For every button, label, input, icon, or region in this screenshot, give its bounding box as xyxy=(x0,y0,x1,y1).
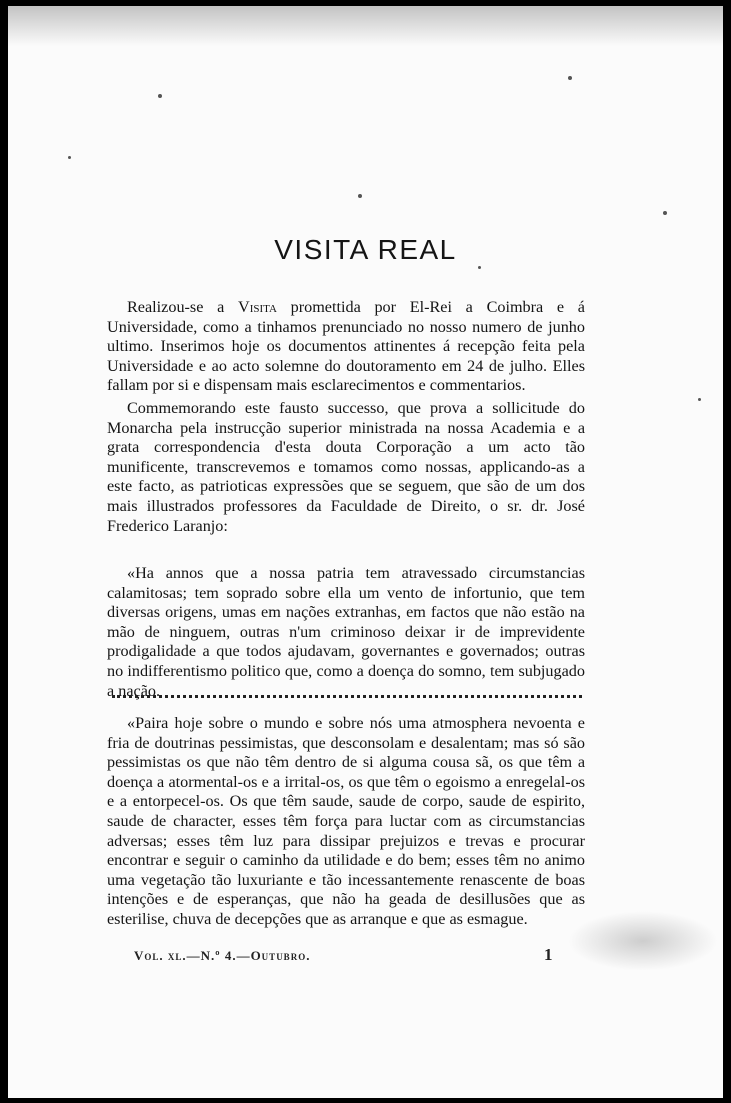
scan-speck xyxy=(158,94,162,98)
quote-paragraph-2: «Paira hoje sobre o mundo e sobre nós uma atmosphera nevoenta e fria de doutrinas pessimistas, que desconsolam e desalentam; mas só são pessimistas os que não têm dentro de si alguma cousa sã, os que têm a doença a atormental-os e a irrital-os, os que têm o egoismo a enregelal-os e a entorpecel-os. Os que têm saude, saude de corpo, saude de espirito, saude de character, esses têm força para luctar com as circumstancias adversas; esses têm luz para dissipar prejuizos e trevas e procurar encontrar e seguir o caminho da utilidade e do bem; esses têm no animo uma vegetação tão luxuriante e tão incessantemente renascente de boas intenções e de esperanças, que não ha geada de desillusões que as esterilise, chuva de decepções que as arranque e que as esmague. xyxy=(107,714,585,928)
footer-volume: Vol. xl.—N.º 4.—Outubro. xyxy=(134,948,311,963)
scan-shading xyxy=(8,6,723,46)
scan-speck xyxy=(68,156,71,159)
page-title: VISITA REAL xyxy=(274,234,457,265)
scan-speck xyxy=(358,194,362,198)
paragraph-2: Commemorando este fausto successo, que prova a sollicitude do Monarcha pela instrucção superior ministrada na nossa Academia e a grata correspondencia d'esta douta Corporação a um acto tão munificente, transcrevemos e tomamos como nossas, applicando-as a este facto, as patrioticas expressões que se seguem, que são de um dos mais illustrados professores da Faculdade de Direito, o sr. dr. José Frederico Laranjo: xyxy=(107,398,585,535)
scan-speck xyxy=(663,211,667,215)
document-page xyxy=(8,6,723,1098)
paragraph-1-smallcaps: Visita xyxy=(238,298,277,316)
scan-speck xyxy=(568,76,572,80)
page-number: 1 xyxy=(544,945,553,964)
paragraph-1-start: Realizou-se a xyxy=(127,298,238,316)
scan-stain xyxy=(568,911,718,971)
scan-speck xyxy=(698,398,701,401)
paragraph-1 xyxy=(107,298,585,396)
ellipsis-divider xyxy=(112,695,582,706)
quote-block-1 xyxy=(107,564,585,701)
quote-block-2 xyxy=(107,714,585,930)
scan-speck xyxy=(478,266,481,269)
paragraph-1-rest: promettida por El-Rei a Coimbra e á Universidade, como a tinhamos prenunciado no nosso numero de junho ultimo. Inserimos hoje os documentos attinentes á recepção feita pela Universidade e ao acto solemne do doutoramento em 24 de julho. Elles fallam por si e dispensam mais esclarecimentos e commentarios. xyxy=(107,298,585,395)
intro-text xyxy=(107,298,585,536)
quote-paragraph-1: «Ha annos que a nossa patria tem atravessado circumstancias calamitosas; tem soprado sobre ella um vento de infortunio, que tem diversas origens, umas em nações extranhas, em factos que não estão na mão de ninguem, outras n'um criminoso deixar ir de imprevidente prodigalidade a que todos ajudavam, governantes e governados; outras no indifferentismo politico que, como a doença do somno, tem subjugado a nação. xyxy=(107,564,585,700)
